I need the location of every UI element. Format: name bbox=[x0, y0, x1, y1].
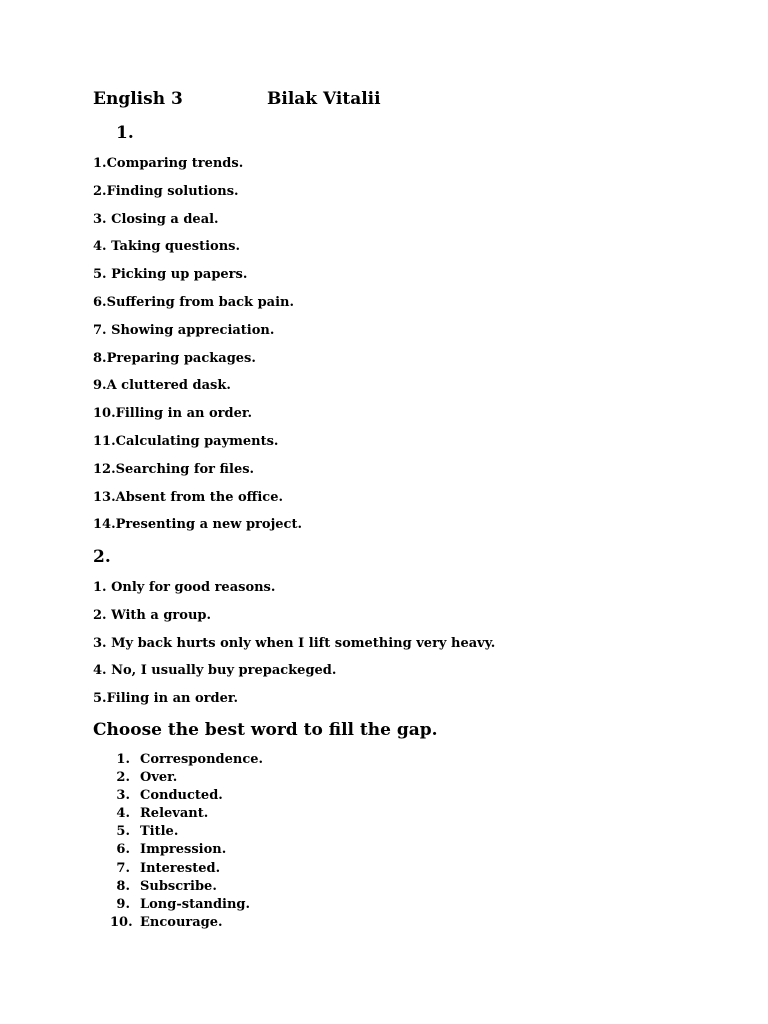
item-word: Long-standing. bbox=[140, 896, 251, 912]
list-item: 9.A cluttered dask. bbox=[93, 378, 231, 394]
section-3-list bbox=[110, 751, 264, 932]
section-2-list bbox=[93, 578, 495, 717]
list-item: 10.Filling in an order. bbox=[93, 406, 253, 422]
item-word: Relevant. bbox=[140, 806, 209, 822]
list-item: 5. Picking up papers. bbox=[93, 267, 248, 283]
author-name: Bilak Vitalii bbox=[267, 89, 381, 109]
list-item: 3. My back hurts only when I lift something very heavy. bbox=[93, 635, 496, 651]
item-word: Impression. bbox=[140, 842, 227, 858]
item-word: Subscribe. bbox=[140, 878, 217, 894]
list-item: 14.Presenting a new project. bbox=[93, 517, 302, 533]
list-item bbox=[110, 860, 221, 878]
list-item: 2. With a group. bbox=[93, 607, 212, 623]
list-item bbox=[110, 878, 217, 896]
item-number: 1. bbox=[116, 752, 130, 767]
list-item: 2.Finding solutions. bbox=[93, 183, 239, 199]
item-number: 9. bbox=[116, 896, 130, 912]
item-word: Conducted. bbox=[140, 788, 223, 804]
item-number: 5. bbox=[116, 824, 130, 840]
item-word: Correspondence. bbox=[140, 752, 264, 767]
list-item bbox=[110, 896, 251, 914]
item-number: 6. bbox=[116, 842, 130, 858]
item-number: 8. bbox=[116, 878, 130, 894]
item-number: 7. bbox=[116, 860, 130, 876]
section-2-heading: 2. bbox=[93, 547, 111, 567]
list-item: 4. Taking questions. bbox=[93, 239, 241, 255]
list-item: 4. No, I usually buy prepackeged. bbox=[93, 663, 337, 679]
item-word: Interested. bbox=[140, 860, 221, 876]
item-word: Over. bbox=[140, 770, 178, 786]
list-item: 11.Calculating payments. bbox=[93, 433, 279, 449]
list-item bbox=[110, 751, 264, 769]
item-number: 10. bbox=[110, 914, 133, 930]
list-item: 3. Closing a deal. bbox=[93, 211, 219, 227]
list-item: 1.Comparing trends. bbox=[93, 156, 244, 171]
section-1-heading: 1. bbox=[116, 123, 134, 143]
list-item: 1. Only for good reasons. bbox=[93, 580, 276, 595]
item-word: Title. bbox=[140, 824, 179, 840]
list-item bbox=[110, 805, 209, 823]
section-1-list bbox=[93, 154, 302, 543]
list-item bbox=[110, 787, 223, 805]
item-number: 4. bbox=[116, 806, 130, 822]
item-word: Encourage. bbox=[140, 914, 223, 930]
list-item bbox=[110, 769, 178, 787]
list-item: 5.Filing in an order. bbox=[93, 691, 239, 707]
list-item bbox=[110, 841, 227, 859]
list-item bbox=[110, 914, 223, 932]
item-number: 2. bbox=[116, 770, 130, 786]
list-item: 12.Searching for files. bbox=[93, 461, 255, 477]
list-item: 7. Showing appreciation. bbox=[93, 322, 275, 338]
course-title: English 3 bbox=[93, 89, 183, 109]
document-header bbox=[93, 88, 381, 110]
list-item: 13.Absent from the office. bbox=[93, 489, 284, 505]
item-number: 3. bbox=[116, 788, 130, 804]
section-3-heading: Choose the best word to fill the gap. bbox=[93, 720, 438, 740]
list-item: 8.Preparing packages. bbox=[93, 350, 256, 366]
list-item bbox=[110, 823, 179, 841]
list-item: 6.Suffering from back pain. bbox=[93, 294, 294, 310]
